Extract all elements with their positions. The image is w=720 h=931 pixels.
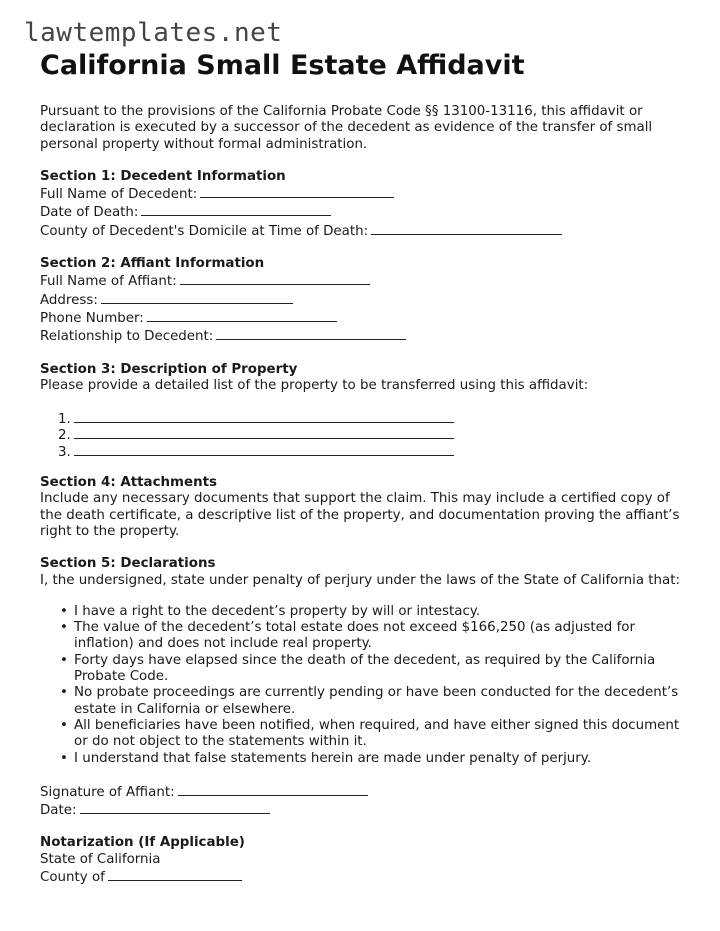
relationship-blank[interactable] (216, 327, 406, 340)
field-label: Relationship to Decedent: (40, 329, 214, 345)
property-blank[interactable] (74, 426, 454, 439)
intro-paragraph: Pursuant to the provisions of the California Probate Code §§ 13100-13116, this affidavit or declaration is executed by a successor of the decedent as evidence of the transfer of small personal property without formal administration. (40, 104, 653, 152)
section-attachments (40, 475, 690, 540)
section-1-heading: Section 1: Decedent Information (40, 168, 286, 184)
relationship-field (40, 327, 690, 345)
property-item (58, 426, 690, 442)
field-label: Address: (40, 292, 98, 308)
document-title: California Small Estate Affidavit (40, 50, 525, 81)
declaration-item: • I understand that false statements herein are made under penalty of perjury. (40, 751, 690, 767)
signature-block (40, 783, 690, 820)
phone-field (40, 309, 690, 327)
signature-field (40, 783, 690, 801)
property-item (58, 410, 690, 426)
declaration-item: • The value of the decedent’s total estate does not exceed $166,250 (as adjusted for inflation) and does not include real property. (40, 620, 690, 653)
date-of-death-field (40, 203, 690, 221)
affiant-name-blank[interactable] (180, 272, 370, 285)
item-number: 2. (58, 428, 71, 444)
property-blank[interactable] (74, 443, 454, 456)
section-2-heading: Section 2: Affiant Information (40, 256, 265, 272)
field-label: Signature of Affiant: (40, 784, 175, 800)
watermark: lawtemplates.net (24, 18, 283, 48)
property-blank[interactable] (74, 410, 454, 423)
notary-county-field (40, 868, 690, 886)
item-number: 1. (58, 412, 71, 428)
section-property-description (40, 362, 690, 459)
property-item (58, 443, 690, 459)
field-label: Date of Death: (40, 205, 139, 221)
declaration-item: • Forty days have elapsed since the death of the decedent, as required by the California Probate Code. (40, 653, 690, 686)
section-3-heading: Section 3: Description of Property (40, 361, 298, 377)
item-number: 3. (58, 444, 71, 460)
section-4-heading: Section 4: Attachments (40, 475, 217, 491)
section-4-text: Include any necessary documents that support the claim. This may include a certified copy of the death certificate, a descriptive list of the property, and documentation proving the affiant’s right to the property. (40, 491, 680, 539)
affiant-name-field (40, 272, 690, 290)
field-label: County of Decedent's Domicile at Time of Death: (40, 223, 369, 239)
section-affiant-information (40, 256, 690, 345)
county-domicile-blank[interactable] (371, 222, 562, 235)
signature-date-blank[interactable] (80, 801, 270, 814)
section-5-heading: Section 5: Declarations (40, 556, 216, 572)
notarization-heading: Notarization (If Applicable) (40, 835, 245, 851)
date-of-death-blank[interactable] (141, 203, 331, 216)
notary-state: State of California (40, 851, 161, 867)
document-body (40, 104, 690, 902)
decedent-name-field (40, 185, 690, 203)
address-field (40, 291, 690, 309)
county-domicile-field (40, 222, 690, 240)
signature-date-field (40, 801, 690, 819)
section-declarations (40, 556, 690, 767)
field-label: Date: (40, 803, 77, 819)
declaration-item: • All beneficiaries have been notified, when required, and have either signed this document or do not object to the statements within it. (40, 718, 690, 751)
declaration-item: • I have a right to the decedent’s property by will or intestacy. (40, 604, 690, 620)
section-decedent-information (40, 169, 690, 240)
field-label: County of (40, 869, 105, 885)
county-blank[interactable] (108, 868, 242, 881)
address-blank[interactable] (101, 291, 293, 304)
declarations-list (40, 604, 690, 767)
phone-blank[interactable] (147, 309, 337, 322)
section-5-text: I, the undersigned, state under penalty of perjury under the laws of the State of California that: (40, 572, 681, 588)
signature-blank[interactable] (178, 783, 368, 796)
field-label: Full Name of Decedent: (40, 187, 198, 203)
declaration-item: • No probate proceedings are currently pending or have been conducted for the decedent’s estate in California or elsewhere. (40, 685, 690, 718)
section-3-text: Please provide a detailed list of the property to be transferred using this affidavit: (40, 377, 589, 393)
decedent-name-blank[interactable] (200, 185, 394, 198)
notarization-block (40, 835, 690, 886)
property-list (40, 410, 690, 459)
field-label: Full Name of Affiant: (40, 274, 177, 290)
field-label: Phone Number: (40, 310, 144, 326)
